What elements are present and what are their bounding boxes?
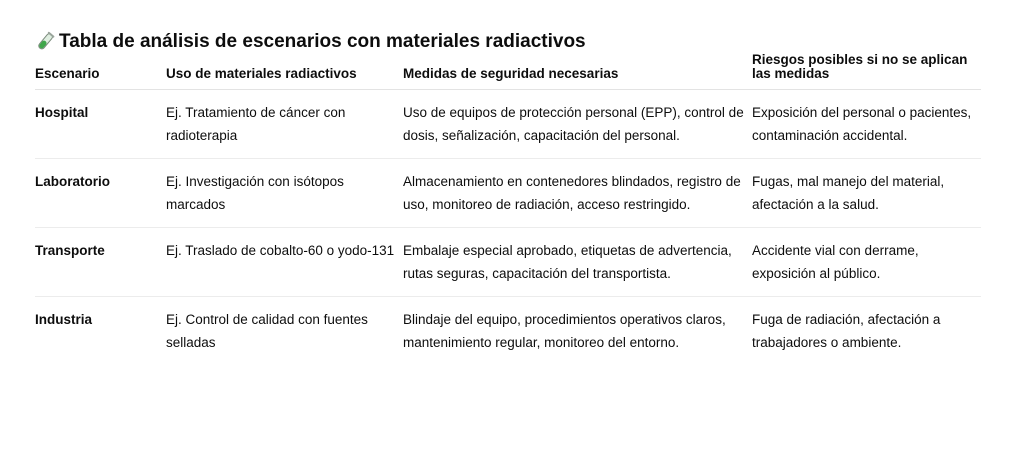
scenario-cell: Industria — [35, 311, 93, 327]
page-title — [35, 31, 586, 53]
column-header-use: Uso de materiales radiactivos — [166, 52, 403, 89]
column-header-safety: Medidas de seguridad necesarias — [403, 52, 752, 89]
risk-cell: Fuga de radiación, afectación a trabajadores o ambiente. — [752, 311, 941, 350]
column-header-risks: Riesgos posibles si no se aplican las medidas — [752, 52, 981, 89]
use-cell: Ej. Investigación con isótopos marcados — [166, 158, 403, 227]
page-title-text: Tabla de análisis de escenarios con materiales radiactivos — [59, 30, 586, 52]
table-row — [35, 296, 981, 365]
scenario-cell: Laboratorio — [35, 158, 166, 227]
use-cell: Ej. Control de calidad con fuentes selladas — [166, 311, 368, 350]
column-header-scenario: Escenario — [35, 52, 166, 89]
risk-cell: Accidente vial con derrame, exposición al público. — [752, 227, 981, 296]
table-row — [35, 89, 981, 158]
safety-cell: Embalaje especial aprobado, etiquetas de advertencia, rutas seguras, capacitación del transportista. — [403, 227, 752, 296]
scenario-cell: Transporte — [35, 227, 166, 296]
use-cell: Ej. Traslado de cobalto-60 o yodo-131 — [166, 227, 403, 296]
scenario-cell: Hospital — [35, 89, 166, 158]
safety-cell: Uso de equipos de protección personal (EPP), control de dosis, señalización, capacitación del personal. — [403, 89, 752, 158]
risk-cell: Exposición del personal o pacientes, contaminación accidental. — [752, 89, 981, 158]
use-cell: Ej. Tratamiento de cáncer con radioterapia — [166, 89, 403, 158]
table-row — [35, 158, 981, 227]
safety-cell: Almacenamiento en contenedores blindados, registro de uso, monitoreo de radiación, acceso restringido. — [403, 158, 752, 227]
scenario-table — [35, 52, 981, 365]
risk-cell: Fugas, mal manejo del material, afectación a la salud. — [752, 158, 981, 227]
table-header-row — [35, 52, 981, 89]
table-row — [35, 227, 981, 296]
safety-cell: Blindaje del equipo, procedimientos operativos claros, mantenimiento regular, monitoreo del entorno. — [403, 311, 726, 350]
test-tube-icon — [35, 31, 55, 53]
